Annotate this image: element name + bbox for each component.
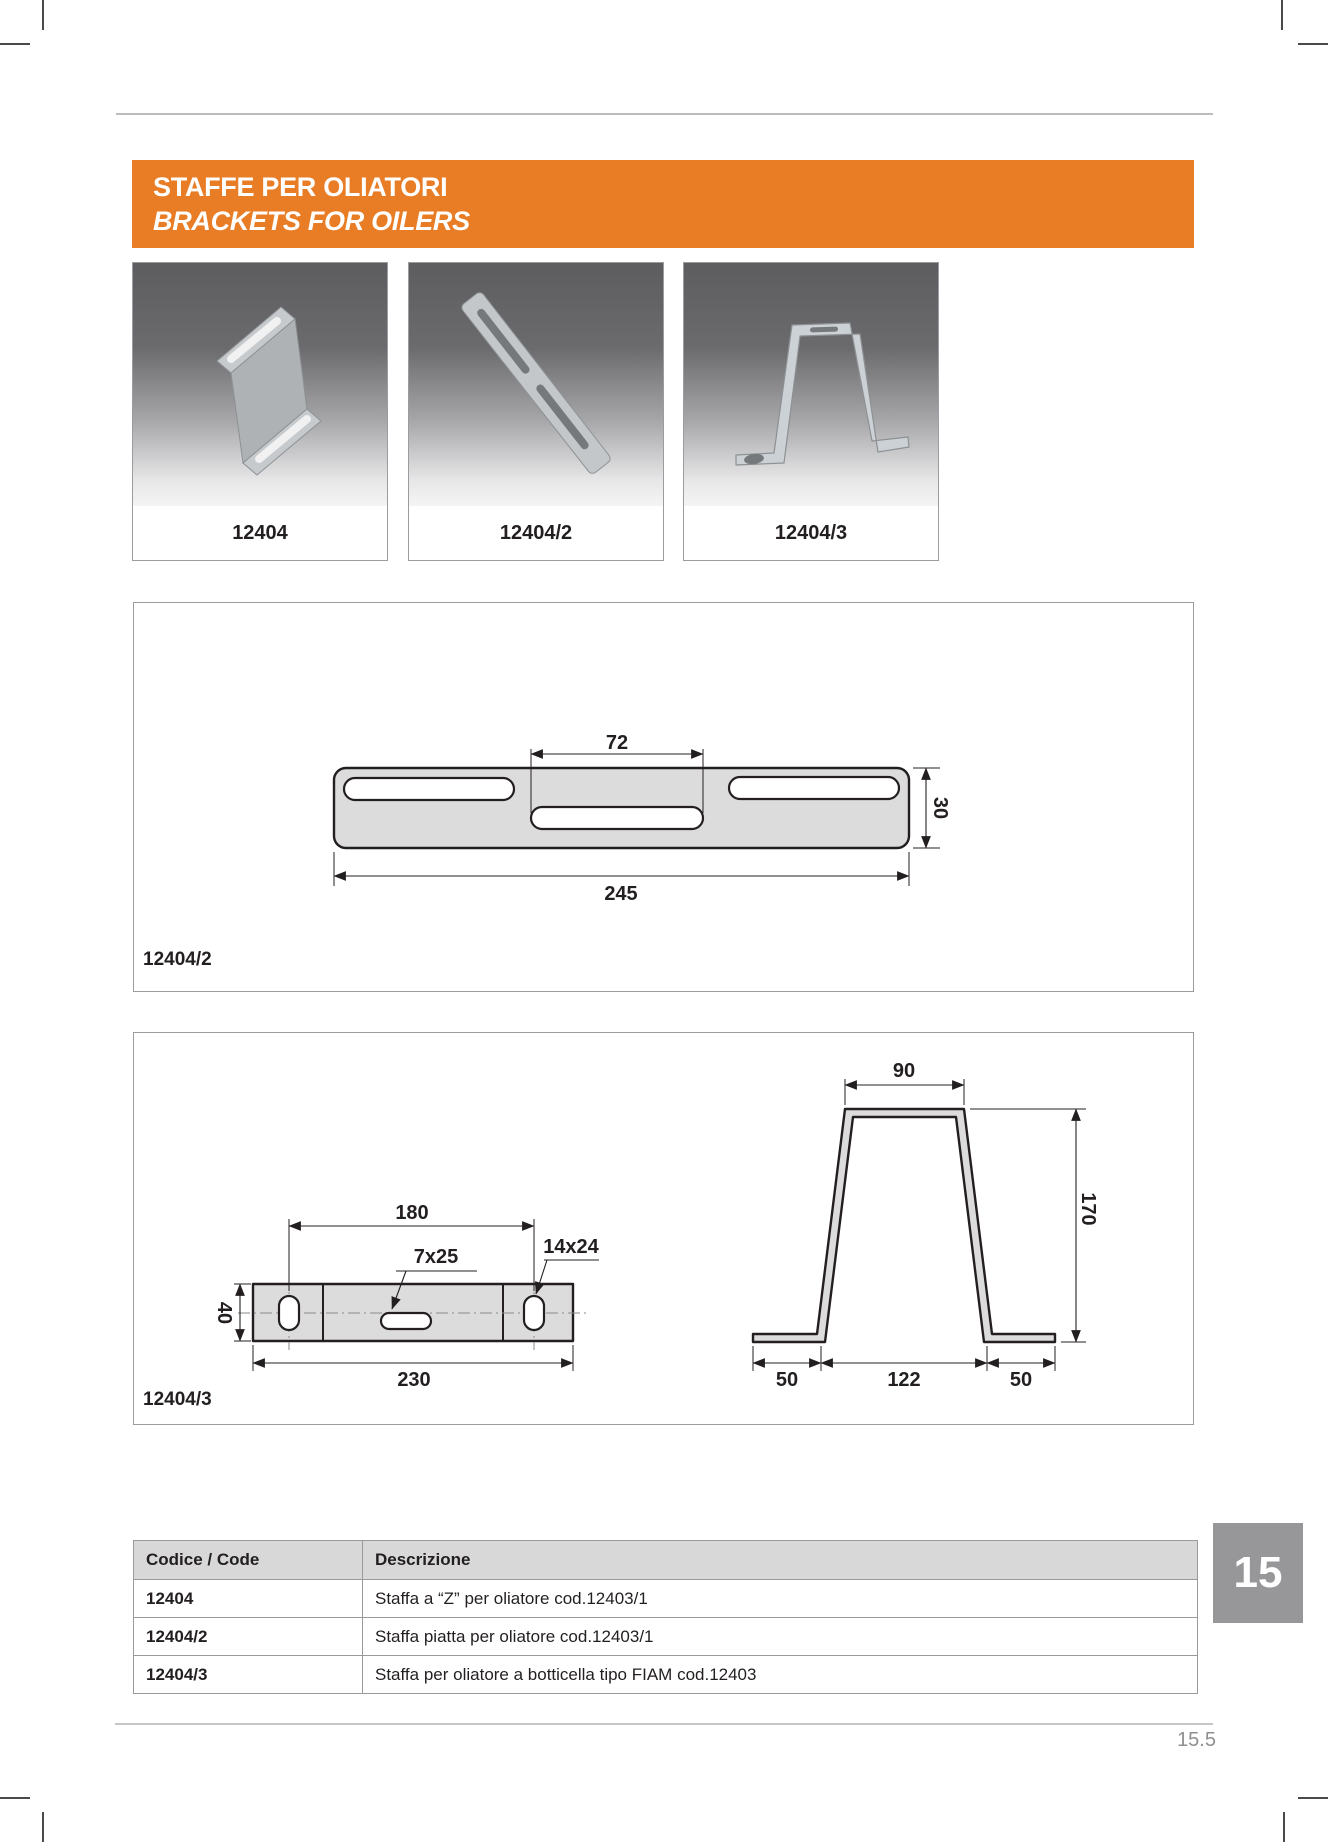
dim-230-label: 230 [397,1369,431,1391]
spec-table [133,1540,1198,1694]
dim-245-label: 245 [604,883,638,905]
chapter-tab: 15 [1213,1523,1303,1623]
product-code-label: 12404/2 [499,521,573,544]
dim-hole-spacing [289,1202,534,1291]
table-header-code: Codice / Code [134,1541,363,1580]
cell-code: 12404 [134,1580,363,1618]
cell-description: Staffa piatta per oliatore cod.12403/1 [363,1618,1198,1656]
page-number: 15.5 [1177,1729,1216,1751]
product-card-12404 [132,262,388,561]
crop-mark-bottom-right-h [1298,1797,1328,1799]
crop-mark-top-left-v [42,0,44,30]
table-row [134,1580,1198,1618]
product-code-label: 12404/3 [774,521,848,544]
product-code-label: 12404 [232,521,288,544]
crop-mark-top-right-v [1281,0,1283,30]
drawing-box-bottle-bracket [133,1032,1194,1425]
bottle-bracket-art [684,263,938,506]
flat-bar-drawing [134,603,1193,991]
top-rule [116,113,1213,115]
dim-length [334,852,909,905]
dim-122-label: 122 [887,1369,921,1391]
dim-180-label: 180 [395,1202,429,1224]
dim-profile-feet [753,1346,1055,1391]
section-title-italian: STAFFE PER OLIATORI [153,171,448,202]
dim-profile-top [845,1060,964,1105]
dim-30-label: 30 [929,796,951,820]
table-row [134,1618,1198,1656]
product-card-12404-3 [683,262,939,561]
crop-mark-bottom-left-v [42,1812,44,1842]
dim-72-label: 72 [605,732,629,754]
table-header-description: Descrizione [363,1541,1198,1580]
flat-bar-part [334,768,909,848]
crop-mark-bottom-right-v [1283,1812,1285,1842]
dim-14x24-label: 14x24 [543,1236,599,1258]
cell-code: 12404/2 [134,1618,363,1656]
product-photo-z-bracket [133,263,387,506]
crop-mark-top-right-h [1298,43,1328,45]
cell-description: Staffa per oliatore a botticella tipo FIAM cod.12403 [363,1656,1198,1694]
cell-code: 12404/3 [134,1656,363,1694]
flat-bar-art [409,263,663,506]
drawing-box-flat-bar [133,602,1194,992]
product-photo-flat-bar [409,263,663,506]
product-photo-bottle-bracket [684,263,938,506]
plate-part [238,1276,589,1350]
crop-mark-bottom-left-h [0,1797,30,1799]
drawing-label: 12404/2 [143,949,212,970]
dim-90-label: 90 [892,1060,916,1082]
table-row [134,1656,1198,1694]
section-title-english: BRACKETS FOR OILERS [153,205,470,236]
dim-7x25-label: 7x25 [413,1246,459,1268]
footer-rule [115,1723,1213,1725]
dim-50-right-label: 50 [1009,1369,1033,1391]
section-banner [132,160,1194,248]
crop-mark-top-left-h [0,43,30,45]
dim-40-label: 40 [213,1301,235,1325]
dim-height [913,768,951,848]
bottle-bracket-drawing [134,1033,1193,1424]
product-card-12404-2 [408,262,664,561]
dim-plate-length [253,1345,573,1391]
z-bracket-art [133,263,387,506]
profile-part [753,1109,1055,1342]
dim-50-left-label: 50 [775,1369,799,1391]
dim-170-label: 170 [1077,1192,1099,1226]
cell-description: Staffa a “Z” per oliatore cod.12403/1 [363,1580,1198,1618]
table-header-row [134,1541,1198,1580]
drawing-label: 12404/3 [143,1389,212,1410]
